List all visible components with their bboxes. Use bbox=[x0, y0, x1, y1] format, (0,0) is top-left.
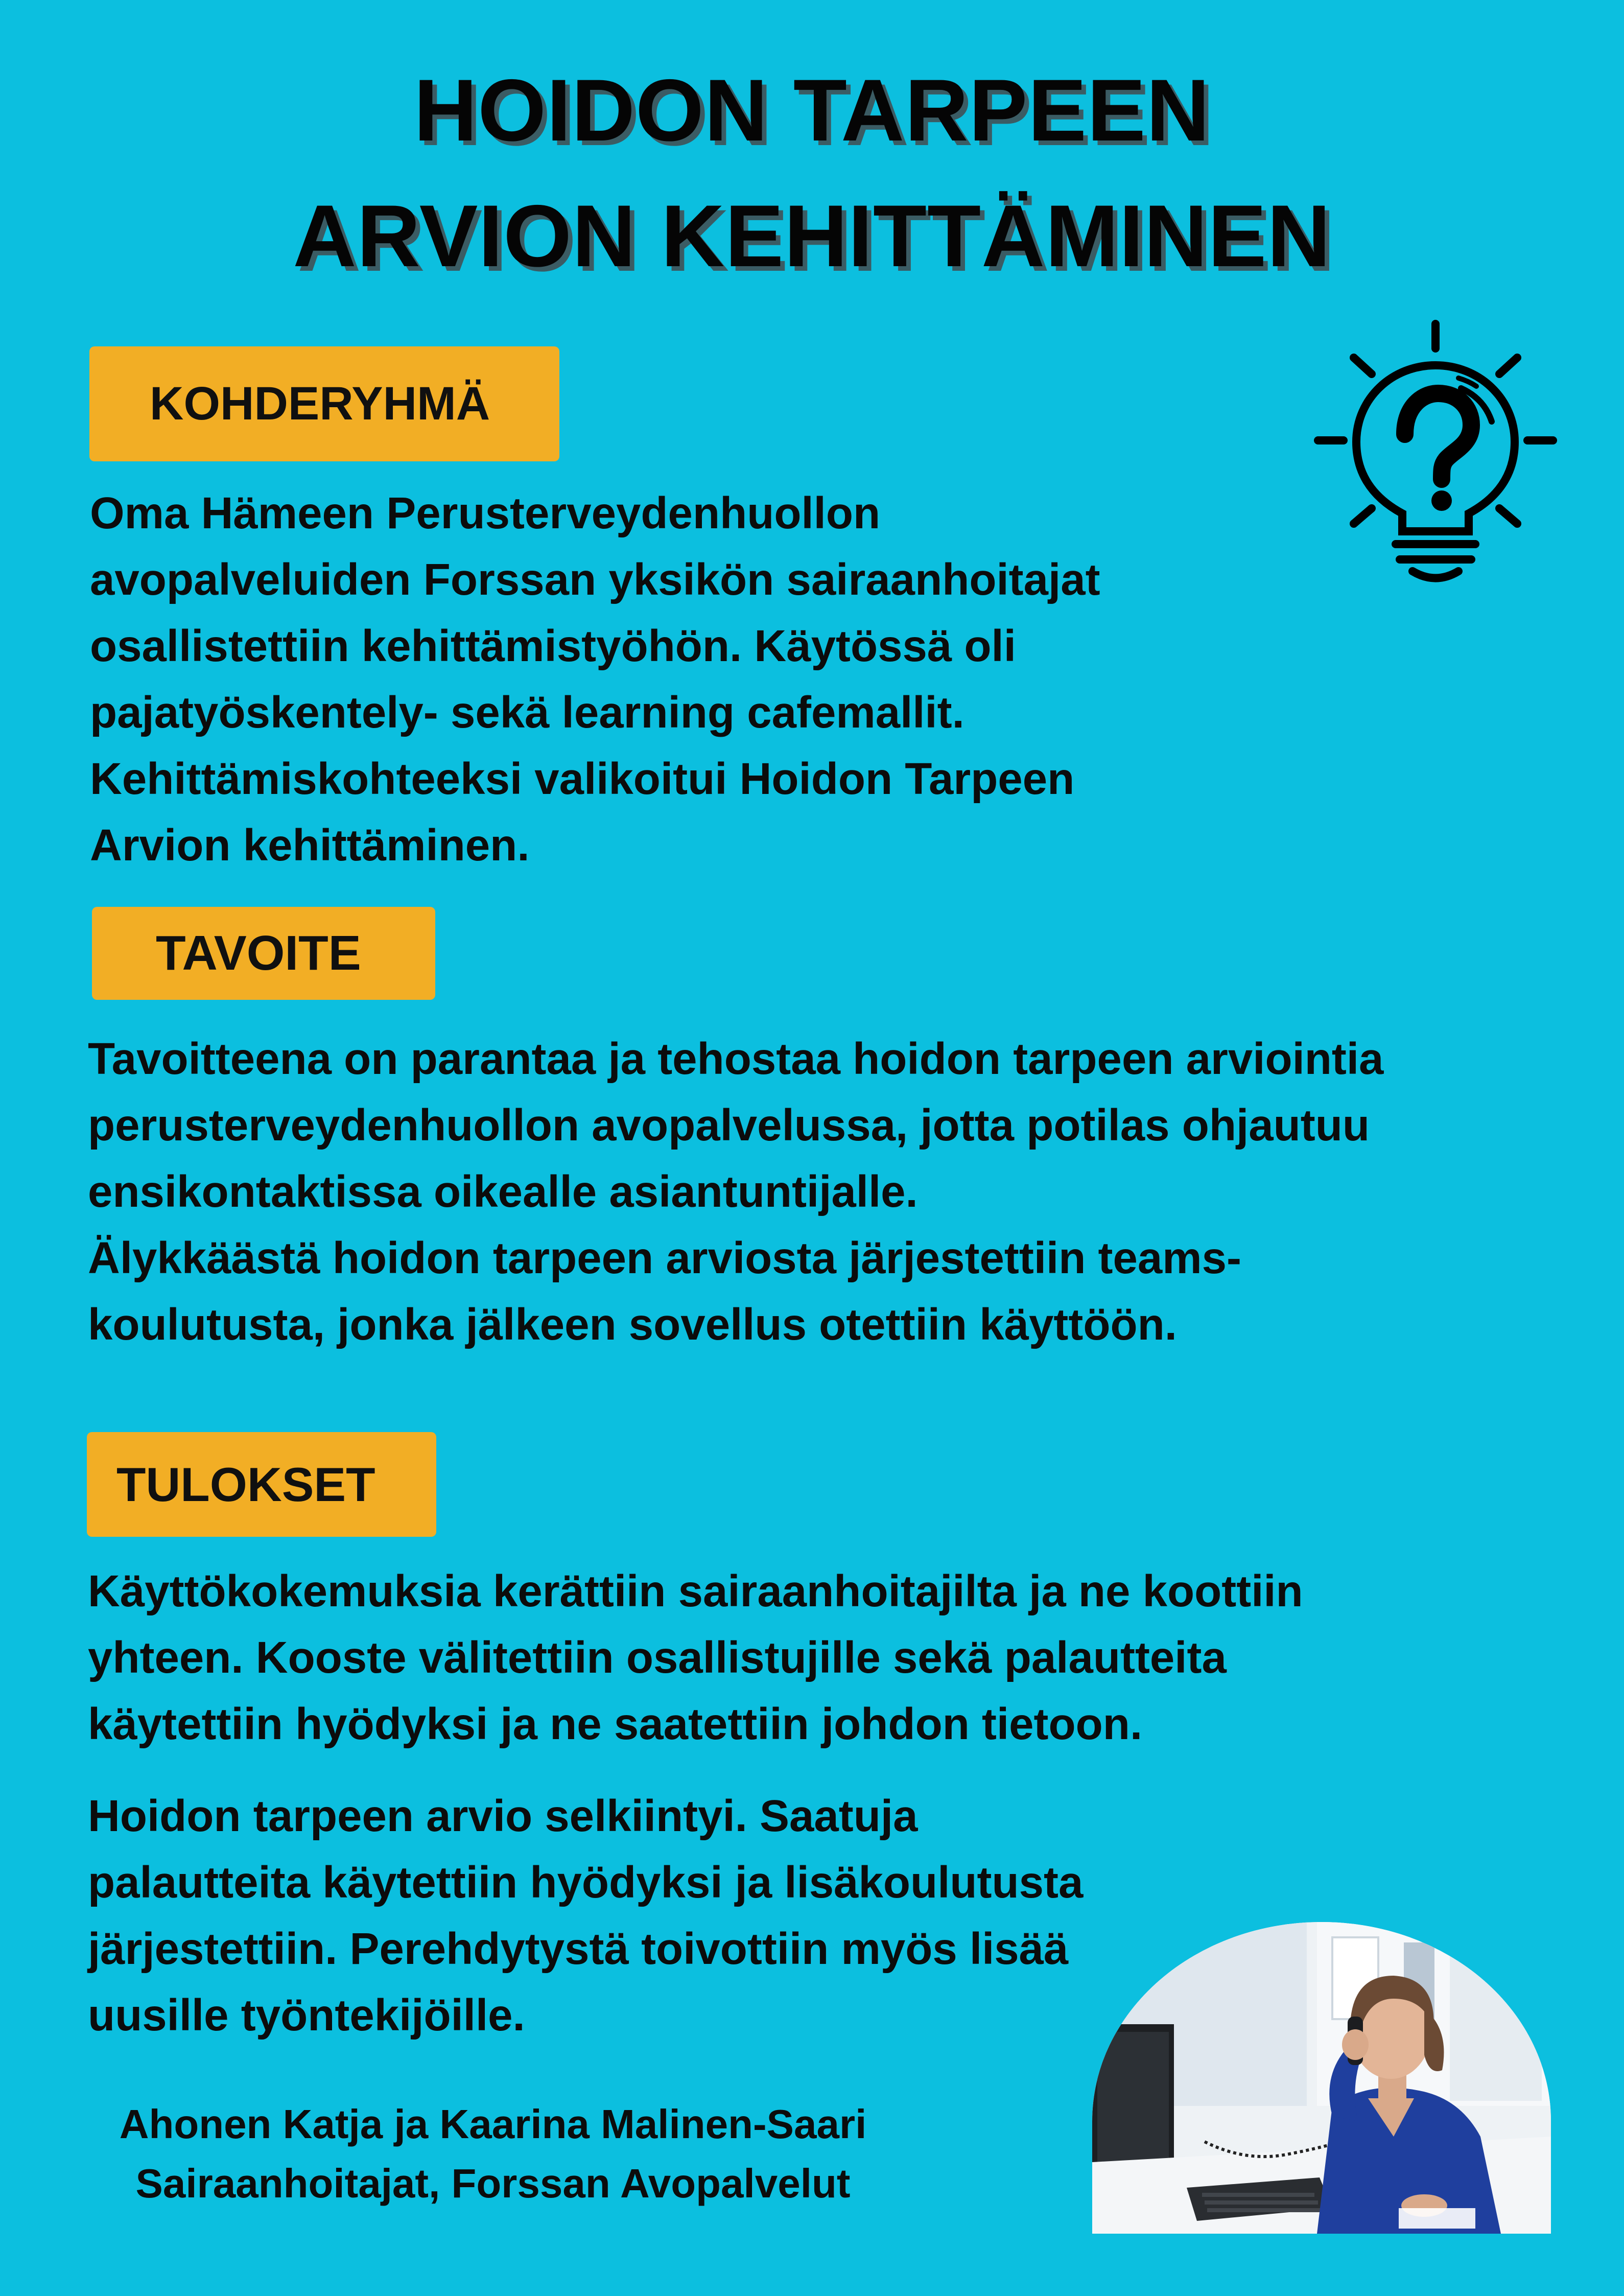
section-badge-kohderyhma bbox=[89, 346, 559, 461]
section-badge-tulokset bbox=[87, 1432, 436, 1537]
section-label-tulokset: TULOKSET bbox=[116, 1457, 375, 1511]
tavoite-text: Tavoitteena on parantaa ja tehostaa hoidon tarpeen arviointia perusterveydenhuollon avopalvelussa, jotta potilas ohjautuu ensikontaktissa oikealle asiantuntijalle. Älykkäästä hoidon tarpeen arviosta järjestettiin teams- koulutusta, jonka jälkeen sovellus otettiin käyttöön. bbox=[88, 1034, 1384, 1349]
section-label-kohderyhma: KOHDERYHMÄ bbox=[150, 378, 490, 430]
tulokset-text-1: Käyttökokemuksia kerättiin sairaanhoitajilta ja ne koottiin yhteen. Kooste välitettiin osallistujille sekä palautteita käytettiin hyödyksi ja ne saatettiin johdon tietoon. bbox=[88, 1566, 1303, 1749]
section-badge-tavoite bbox=[92, 907, 435, 1000]
poster-title-line-1: HOIDON TARPEEN bbox=[414, 61, 1210, 159]
lightbulb-question-icon bbox=[1308, 317, 1563, 593]
author-names: Ahonen Katja ja Kaarina Malinen-Saari bbox=[119, 2101, 867, 2147]
tulokset-text-2: Hoidon tarpeen arvio selkiintyi. Saatuja palautteita käytettiin hyödyksi ja lisäkoulutusta järjestettiin. Perehdytystä toivottiin myös lisää uusille työntekijöille. bbox=[88, 1791, 1084, 2040]
section-label-tavoite: TAVOITE bbox=[156, 926, 361, 980]
author-affiliation: Sairaanhoitajat, Forssan Avopalvelut bbox=[135, 2161, 851, 2206]
kohderyhma-text: Oma Hämeen Perusterveydenhuollon avopalveluiden Forssan yksikön sairaanhoitajat osallistettiin kehittämistyöhön. Käytössä oli pajatyöskentely- sekä learning cafemallit. Kehittämiskohteeksi valikoitui Hoidon Tarpeen Arvion kehittäminen. bbox=[90, 488, 1100, 870]
poster-title-line-2: ARVION KEHITTÄMINEN bbox=[293, 187, 1331, 285]
